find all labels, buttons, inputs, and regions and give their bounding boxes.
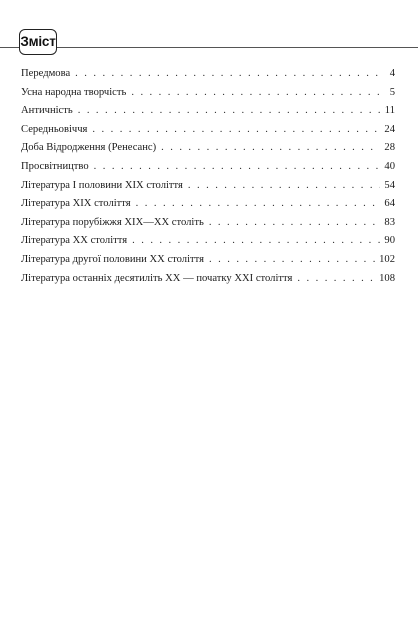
toc-entry[interactable] xyxy=(21,139,395,158)
toc-leader-dots xyxy=(92,121,380,140)
toc-entry-title: Середньовіччя xyxy=(21,123,88,135)
toc-entry[interactable] xyxy=(21,232,395,251)
toc-page-number: 4 xyxy=(389,68,395,79)
toc-entry-title: Література І половини ХІХ століття xyxy=(21,179,183,191)
toc-entry-title: Література ХХ століття xyxy=(21,235,128,247)
toc-leader-dots xyxy=(209,251,375,270)
toc-entry-title: Передмова xyxy=(21,68,71,79)
toc-page-number: 11 xyxy=(384,105,395,117)
toc-entry-title: Просвітництво xyxy=(21,160,89,172)
page-title: Зміст xyxy=(20,34,56,50)
toc-entry-title: Античність xyxy=(21,105,73,117)
toc-entry[interactable] xyxy=(21,214,395,233)
toc-page-number: 102 xyxy=(379,253,395,265)
toc-page-number: 90 xyxy=(384,235,395,247)
toc-page-number: 40 xyxy=(384,160,395,172)
toc-entry-title: Література порубіжжя ХІХ—ХХ століть xyxy=(21,216,204,228)
toc-leader-dots xyxy=(131,84,383,103)
toc-page-number: 24 xyxy=(384,123,395,135)
toc-entry-title: Доба Відродження (Ренесанс) xyxy=(21,142,157,154)
toc-entry[interactable] xyxy=(21,65,395,84)
toc-page-number: 108 xyxy=(379,272,395,284)
toc-leader-dots xyxy=(161,139,380,158)
toc-entry[interactable] xyxy=(21,121,395,140)
toc-page-number: 83 xyxy=(384,216,395,228)
toc-leader-dots xyxy=(78,102,381,121)
toc-page-number: 64 xyxy=(384,198,395,210)
toc-leader-dots xyxy=(188,177,380,196)
toc-entry[interactable] xyxy=(21,195,395,214)
toc-leader-dots xyxy=(94,158,381,177)
header-rule xyxy=(0,47,418,48)
toc-leader-dots xyxy=(297,270,375,289)
toc-leader-dots xyxy=(75,65,383,84)
toc-leader-dots xyxy=(136,195,381,214)
toc-page-number: 54 xyxy=(384,179,395,191)
toc-leader-dots xyxy=(209,214,381,233)
table-of-contents xyxy=(21,65,395,288)
toc-entry[interactable] xyxy=(21,251,395,270)
toc-entry-title: Література ХІХ століття xyxy=(21,198,131,210)
toc-entry[interactable] xyxy=(21,270,395,289)
toc-entry-title: Усна народна творчість xyxy=(21,86,127,98)
toc-page-number: 5 xyxy=(389,86,395,98)
toc-entry[interactable] xyxy=(21,177,395,196)
toc-leader-dots xyxy=(132,232,380,251)
section-title-box xyxy=(19,29,57,55)
toc-page-number: 28 xyxy=(384,142,395,154)
toc-entry[interactable] xyxy=(21,158,395,177)
toc-entry[interactable] xyxy=(21,102,395,121)
toc-entry[interactable] xyxy=(21,84,395,103)
toc-entry-title: Література другої половини ХХ століття xyxy=(21,253,205,265)
toc-entry-title: Література останніх десятиліть ХХ — початку ХХІ століття xyxy=(21,272,293,284)
